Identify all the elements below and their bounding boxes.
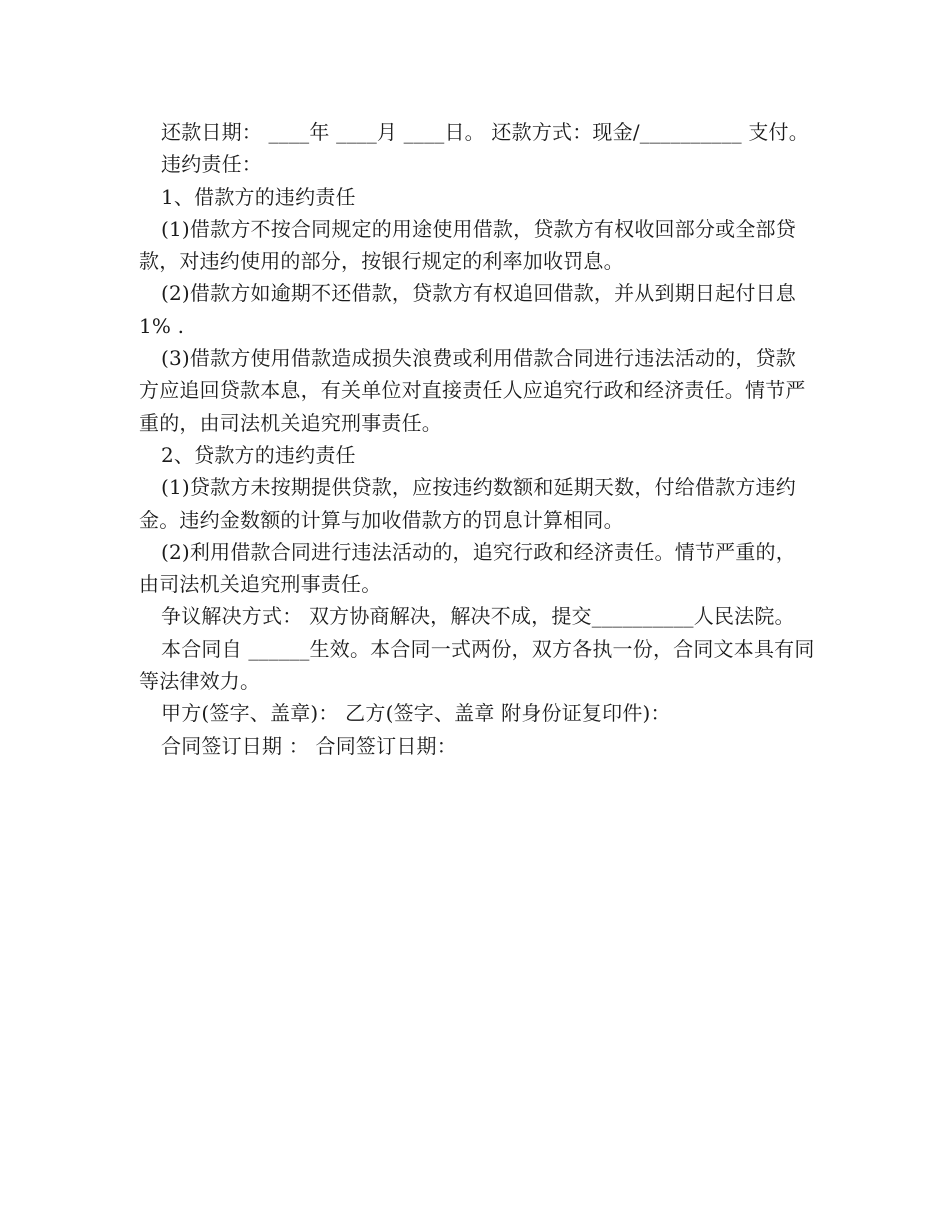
dispute-resolution-paragraph: 争议解决方式： 双方协商解决，解决不成，提交__________人民法院。 xyxy=(161,604,795,629)
lender-clause-2: (2)利用借款合同进行违法活动的，追究行政和经济责任。情节严重的，由司法机关追究刑事责任。 xyxy=(139,539,796,597)
borrower-liability-heading: 1、借款方的违约责任 xyxy=(161,184,356,209)
signatures-line: 甲方(签字、盖章)： 乙方(签字、盖章 附身份证复印件)： xyxy=(161,701,671,726)
liability-heading: 违约责任： xyxy=(161,152,262,177)
signing-date-line: 合同签订日期 ： 合同签订日期： xyxy=(161,733,457,758)
borrower-clause-3: (3)借款方使用借款造成损失浪费或利用借款合同进行违法活动的，贷款方应追回贷款本息，有关单位对直接责任人应追究行政和经济责任。情节严重的，由司法机关追究刑事责任。 xyxy=(139,346,806,435)
lender-liability-heading: 2、贷款方的违约责任 xyxy=(161,442,356,467)
borrower-clause-1: (1)借款方不按合同规定的用途使用借款，贷款方有权收回部分或全部贷款，对违约使用的部分，按银行规定的利率加收罚息。 xyxy=(139,216,796,274)
repayment-paragraph: 还款日期： ____年 ____月 ____日。 还款方式：现金/__________ 支付。 xyxy=(161,120,809,144)
effectiveness-paragraph: 本合同自 ______生效。本合同一式两份，双方各执一份，合同文本具有同等法律效力。 xyxy=(139,636,815,694)
borrower-clause-2: (2)借款方如逾期不还借款，贷款方有权追回借款，并从到期日起付日息 1% . xyxy=(139,281,803,338)
contract-body xyxy=(139,116,815,762)
lender-clause-1: (1)贷款方未按期提供贷款，应按违约数额和延期天数，付给借款方违约金。违约金数额的计算与加收借款方的罚息计算相同。 xyxy=(139,475,796,532)
